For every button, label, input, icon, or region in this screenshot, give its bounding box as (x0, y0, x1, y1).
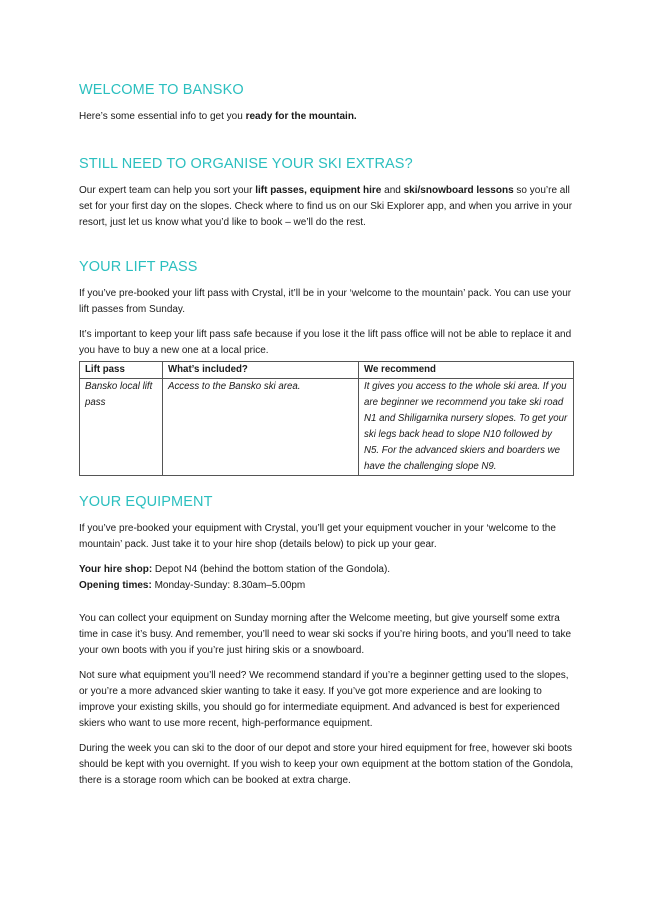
table-header-row (80, 362, 574, 379)
extras-bold-lessons: ski/snowboard lessons (403, 185, 514, 196)
document-body (79, 74, 574, 789)
equipment-paragraph-1: If you’ve pre-booked your equipment with Crystal, you’ll get your equipment voucher in your ‘welcome to the mountain’ pack. Just take it to your hire shop (details below) to pick up your gear. (79, 523, 556, 550)
extras-heading: STILL NEED TO ORGANISE YOUR SKI EXTRAS? (79, 156, 413, 172)
welcome-intro (79, 109, 574, 125)
welcome-intro-text: Here’s some essential info to get you (79, 111, 246, 122)
table-header-recommend: We recommend (359, 362, 574, 379)
hire-shop-line (79, 562, 574, 578)
welcome-intro-bold: ready for the mountain. (245, 111, 357, 122)
extras-text-2: and (381, 185, 404, 196)
table-header-included: What’s included? (163, 362, 359, 379)
lift-pass-paragraph-2: It’s important to keep your lift pass safe because if you lose it the lift pass office will not be able to replace it and you have to buy a new one at a local price. (79, 329, 572, 356)
equipment-heading: YOUR EQUIPMENT (79, 494, 213, 510)
equipment-paragraph-2: You can collect your equipment on Sunday morning after the Welcome meeting, but give yourself some extra time in case it’s busy. And remember, you’ll need to wear ski socks if you’re hiring boots, and you’ll need to take your own boots with you if you’re just hiring skis or a snowboard. (79, 613, 572, 656)
lift-pass-heading: YOUR LIFT PASS (79, 259, 198, 275)
extras-bold-lift-equipment: lift passes, equipment hire (255, 185, 382, 196)
table-header-lift-pass: Lift pass (80, 362, 163, 379)
opening-times-value: Monday-Sunday: 8.30am–5.00pm (151, 580, 306, 591)
equipment-paragraph-3: Not sure what equipment you’ll need? We recommend standard if you’re a beginner getting used to the slopes, or you’re a more advanced skier wanting to take it easy. If you’ve got more experience and are looking to improve your existing skills, you should go for intermediate equipment. And advanced is best for experienced skiers who want to use more recent, high-performance equipment. (79, 670, 569, 729)
table-cell-recommend: It gives you access to the whole ski area. If you are beginner we recommend you take ski road N1 and Shiligarnika nursery slopes. To get your ski legs back head to slope N10 followed by N5. For the advanced skiers and boarders we have the challenging slope N9. (359, 379, 574, 476)
extras-text-1: Our expert team can help you sort your (79, 185, 256, 196)
table-row (80, 379, 574, 476)
lift-pass-paragraph-1: If you’ve pre-booked your lift pass with Crystal, it’ll be in your ‘welcome to the mountain’ pack. You can use your lift passes from Sunday. (79, 288, 572, 315)
lift-pass-table (79, 361, 574, 476)
table-cell-lift-pass: Bansko local lift pass (80, 379, 163, 476)
hire-shop-label: Your hire shop: (79, 564, 153, 575)
welcome-heading: WELCOME TO BANSKO (79, 82, 244, 98)
extras-text-3: so you’re all set for your first day on the slopes. Check where to find us on our Ski Explorer app, and when you arrive in your resort, just let us know what you’d like to book – we’ll do the rest. (79, 185, 573, 228)
table-cell-included: Access to the Bansko ski area. (163, 379, 359, 476)
extras-paragraph (79, 183, 574, 231)
opening-times-line (79, 578, 574, 594)
hire-shop-value: Depot N4 (behind the bottom station of the Gondola). (152, 564, 391, 575)
equipment-paragraph-4: During the week you can ski to the door of our depot and store your hired equipment for free, however ski boots should be kept with you overnight. If you wish to keep your own equipment at the bottom station of the Gondola, there is a storage room which can be booked at extra charge. (79, 743, 574, 786)
opening-times-label: Opening times: (79, 580, 152, 591)
